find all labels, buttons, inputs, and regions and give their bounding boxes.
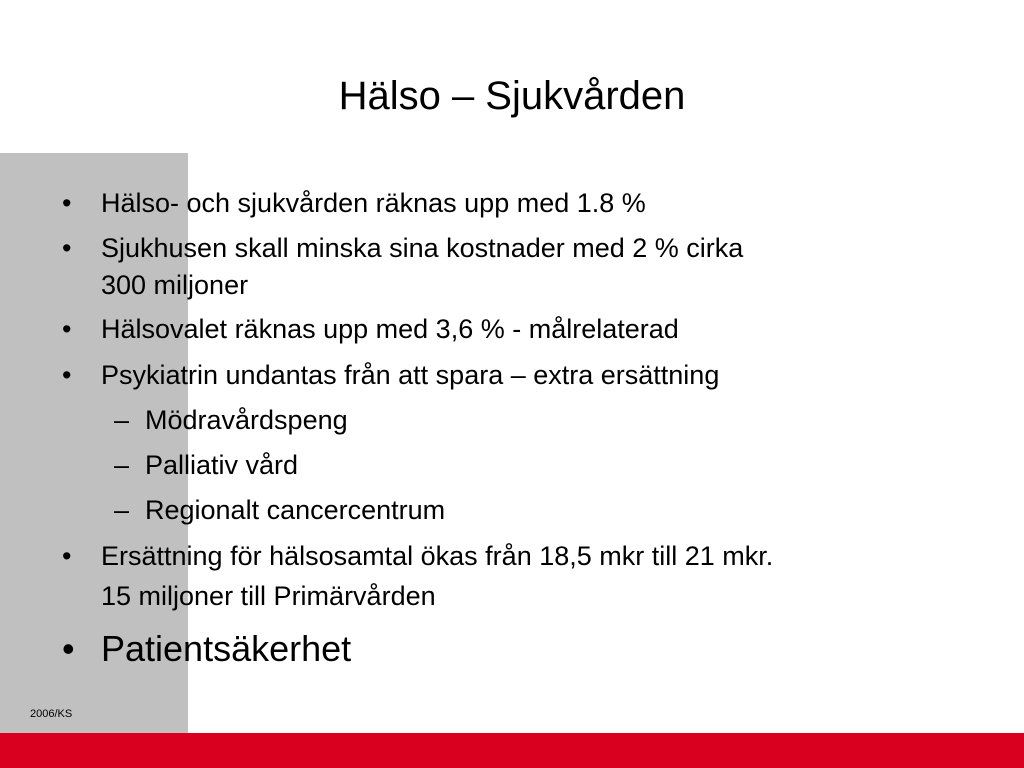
- bullet-text: Patientsäkerhet: [101, 628, 352, 669]
- sub-bullet-marker: –: [114, 450, 130, 480]
- sub-bullet-text: Regionalt cancercentrum: [145, 495, 446, 525]
- slide-title: Hälso – Sjukvården: [338, 74, 686, 118]
- bullet-text: Psykiatrin undantas från att spara – extra ersättning: [101, 360, 720, 390]
- bullet-text: Sjukhusen skall minska sina kostnader med 2 % cirka: [101, 233, 744, 263]
- bullet-text-continued: 300 miljoner: [101, 270, 249, 300]
- footer-label: 2006/KS: [30, 708, 73, 720]
- bullet-marker: •: [62, 233, 72, 263]
- sub-bullet-text: Mödravårdspeng: [145, 405, 348, 435]
- bullet-text: Ersättning för hälsosamtal ökas från 18,5 mkr till 21 mkr.: [101, 541, 774, 571]
- sub-bullet-marker: –: [114, 405, 130, 435]
- bullet-marker: •: [62, 628, 75, 669]
- sub-bullet-marker: –: [114, 495, 130, 525]
- bullet-marker: •: [62, 314, 72, 344]
- bullet-marker: •: [62, 360, 72, 390]
- bottom-accent-bar: [0, 733, 1024, 768]
- bullet-marker: •: [62, 188, 72, 218]
- bullet-marker: •: [62, 541, 72, 571]
- bullet-text: Hälsovalet räknas upp med 3,6 % - målrelaterad: [101, 314, 679, 344]
- bullet-text: Hälso- och sjukvården räknas upp med 1.8 %: [101, 188, 646, 218]
- bullet-text-continued: 15 miljoner till Primärvården: [101, 581, 436, 611]
- sub-bullet-text: Palliativ vård: [145, 450, 299, 480]
